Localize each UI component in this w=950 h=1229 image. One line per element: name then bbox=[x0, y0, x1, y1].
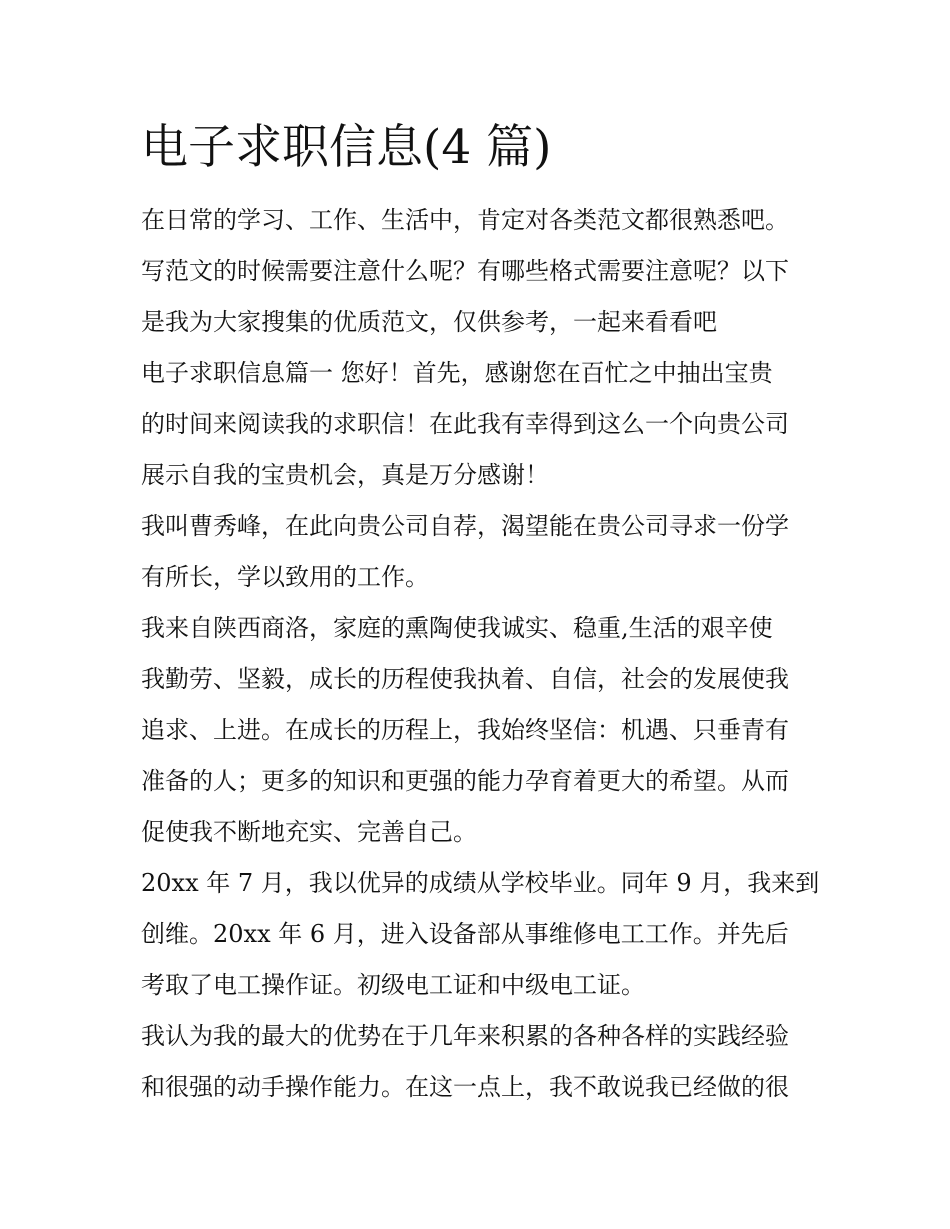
text-line: 追求、上进。在成长的历程上，我始终坚信：机遇、只垂青有 bbox=[141, 716, 789, 744]
document-body bbox=[141, 195, 821, 1113]
text-line: 我勤劳、坚毅，成长的历程使我执着、自信，社会的发展使我 bbox=[141, 665, 789, 693]
text-line: 考取了电工操作证。初级电工证和中级电工证。 bbox=[141, 971, 645, 999]
text-line: 电子求职信息篇一 您好！首先，感谢您在百忙之中抽出宝贵 bbox=[141, 359, 773, 387]
document-title: 电子求职信息(4 篇) bbox=[141, 120, 552, 175]
text-line: 20xx 年 7 月，我以优异的成绩从学校毕业。同年 9 月，我来到 bbox=[141, 869, 820, 897]
text-line: 有所长，学以致用的工作。 bbox=[141, 563, 429, 591]
text-line: 是我为大家搜集的优质范文，仅供参考，一起来看看吧 bbox=[141, 308, 717, 336]
text-line: 的时间来阅读我的求职信！在此我有幸得到这么一个向贵公司 bbox=[141, 410, 789, 438]
text-line: 创维。20xx 年 6 月，进入设备部从事维修电工工作。并先后 bbox=[141, 920, 789, 948]
text-line: 展示自我的宝贵机会，真是万分感谢！ bbox=[141, 461, 549, 489]
text-line: 促使我不断地充实、完善自己。 bbox=[141, 818, 477, 846]
text-line: 在日常的学习、工作、生活中，肯定对各类范文都很熟悉吧。 bbox=[141, 206, 789, 234]
text-line: 我认为我的最大的优势在于几年来积累的各种各样的实践经验 bbox=[141, 1022, 789, 1050]
text-line: 写范文的时候需要注意什么呢？有哪些格式需要注意呢？以下 bbox=[141, 257, 789, 285]
text-line: 和很强的动手操作能力。在这一点上，我不敢说我已经做的很 bbox=[141, 1073, 789, 1101]
text-line: 我叫曹秀峰，在此向贵公司自荐，渴望能在贵公司寻求一份学 bbox=[141, 512, 789, 540]
text-line: 准备的人；更多的知识和更强的能力孕育着更大的希望。从而 bbox=[141, 767, 789, 795]
text-line: 我来自陕西商洛，家庭的熏陶使我诚实、稳重,生活的艰辛使 bbox=[141, 614, 773, 642]
